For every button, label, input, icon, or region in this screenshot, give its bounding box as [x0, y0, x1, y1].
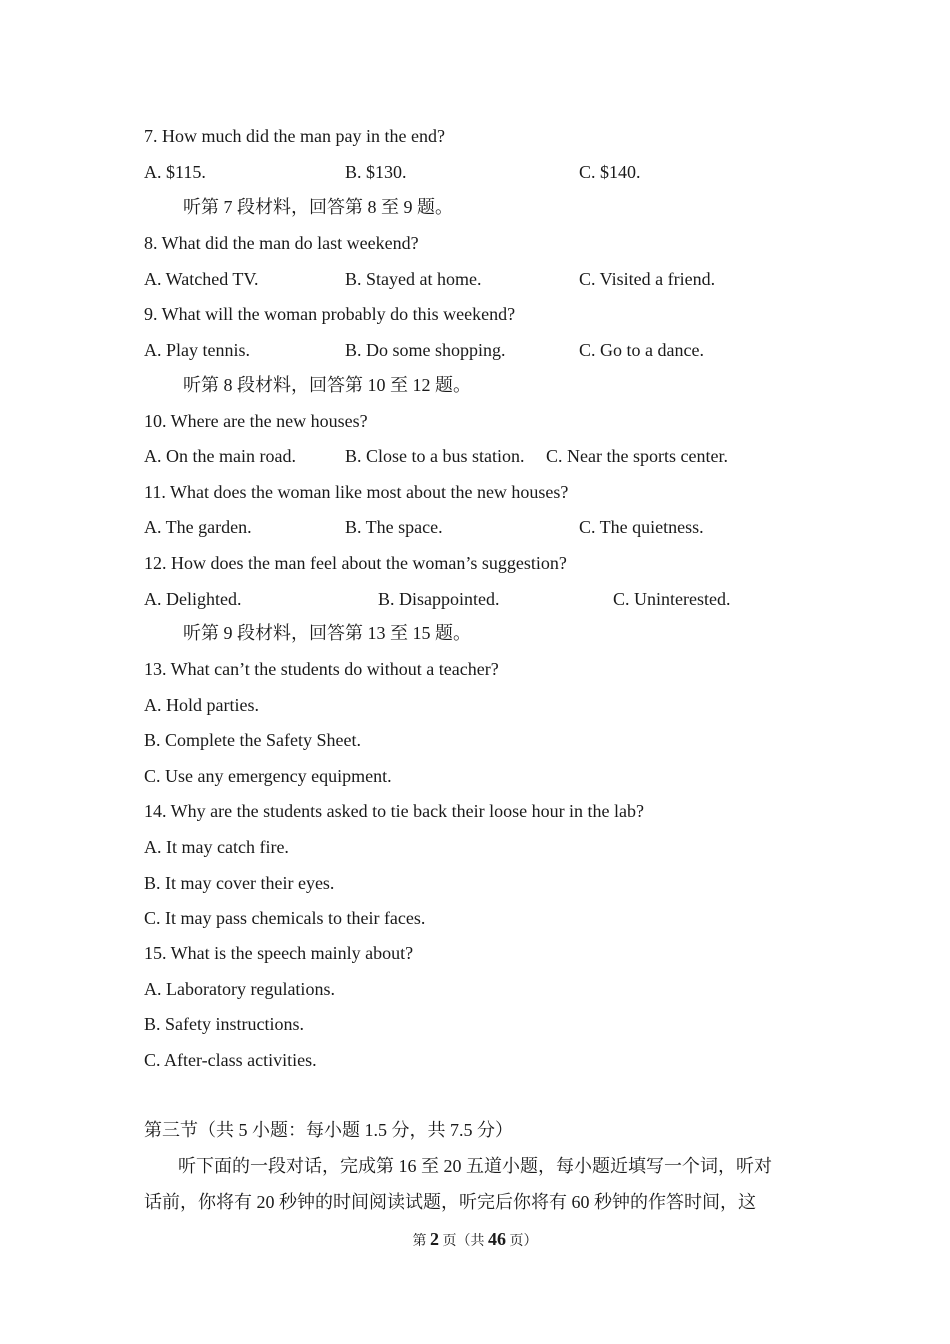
question-7: 7. How much did the man pay in the end? — [144, 126, 445, 146]
question-15: 15. What is the speech mainly about? — [144, 943, 414, 963]
option-b: B. The space. — [345, 517, 443, 537]
option-a: A. Watched TV. — [144, 269, 259, 289]
option-a: A. Play tennis. — [144, 340, 250, 360]
section-instruction-9: 听第 9 段材料，回答第 13 至 15 题。 — [183, 623, 471, 643]
option-b: B. $130. — [345, 162, 407, 182]
options-q11 — [144, 516, 844, 538]
footer-suffix: 页） — [509, 1234, 538, 1249]
section-instruction-7: 听第 7 段材料，回答第 8 至 9 题。 — [183, 197, 453, 217]
option-c: C. Near the sports center. — [546, 446, 728, 466]
question-11: 11. What does the woman like most about the new houses? — [144, 482, 569, 502]
option-a: A. Delighted. — [144, 589, 242, 609]
option-a: A. It may catch fire. — [144, 837, 289, 857]
option-b: B. Close to a bus station. — [345, 446, 525, 466]
option-c: C. Visited a friend. — [579, 269, 716, 289]
option-b: B. Disappointed. — [378, 589, 500, 609]
option-c: C. $140. — [579, 162, 641, 182]
option-b: B. It may cover their eyes. — [144, 873, 335, 893]
option-b: B. Safety instructions. — [144, 1014, 304, 1034]
instruction-paragraph-line-1: 听下面的一段对话，完成第 16 至 20 五道小题，每小题近填写一个词，听对 — [178, 1156, 772, 1176]
option-a: A. Laboratory regulations. — [144, 979, 335, 999]
footer-prefix: 第 — [412, 1234, 427, 1249]
page-number: 2 — [430, 1229, 439, 1249]
option-b: B. Stayed at home. — [345, 269, 482, 289]
options-q10 — [144, 445, 844, 467]
question-10: 10. Where are the new houses? — [144, 411, 368, 431]
option-c: C. The quietness. — [579, 517, 704, 537]
question-12: 12. How does the man feel about the woman’s suggestion? — [144, 553, 567, 573]
question-13: 13. What can’t the students do without a teacher? — [144, 659, 499, 679]
option-a: A. On the main road. — [144, 446, 296, 466]
question-14: 14. Why are the students asked to tie back their loose hour in the lab? — [144, 801, 645, 821]
options-q12 — [144, 588, 844, 610]
question-9: 9. What will the woman probably do this weekend? — [144, 304, 516, 324]
option-a: A. The garden. — [144, 517, 252, 537]
options-q7 — [144, 161, 844, 183]
option-c: C. It may pass chemicals to their faces. — [144, 908, 426, 928]
option-c: C. After-class activities. — [144, 1050, 317, 1070]
footer-middle: 页（共 — [442, 1234, 485, 1249]
total-pages: 46 — [488, 1229, 506, 1249]
option-b: B. Do some shopping. — [345, 340, 506, 360]
section-instruction-8: 听第 8 段材料，回答第 10 至 12 题。 — [183, 375, 471, 395]
instruction-paragraph-line-2: 话前，你将有 20 秒钟的时间阅读试题，听完后你将有 60 秒钟的作答时间，这 — [144, 1192, 756, 1212]
options-q8 — [144, 268, 844, 290]
question-8: 8. What did the man do last weekend? — [144, 233, 419, 253]
option-b: B. Complete the Safety Sheet. — [144, 730, 361, 750]
option-c: C. Go to a dance. — [579, 340, 704, 360]
option-c: C. Uninterested. — [613, 589, 731, 609]
page-footer — [0, 1228, 950, 1253]
option-a: A. Hold parties. — [144, 695, 259, 715]
options-q9 — [144, 339, 844, 361]
option-c: C. Use any emergency equipment. — [144, 766, 392, 786]
section-heading: 第三节（共 5 小题：每小题 1.5 分，共 7.5 分） — [144, 1120, 513, 1140]
option-a: A. $115. — [144, 162, 206, 182]
